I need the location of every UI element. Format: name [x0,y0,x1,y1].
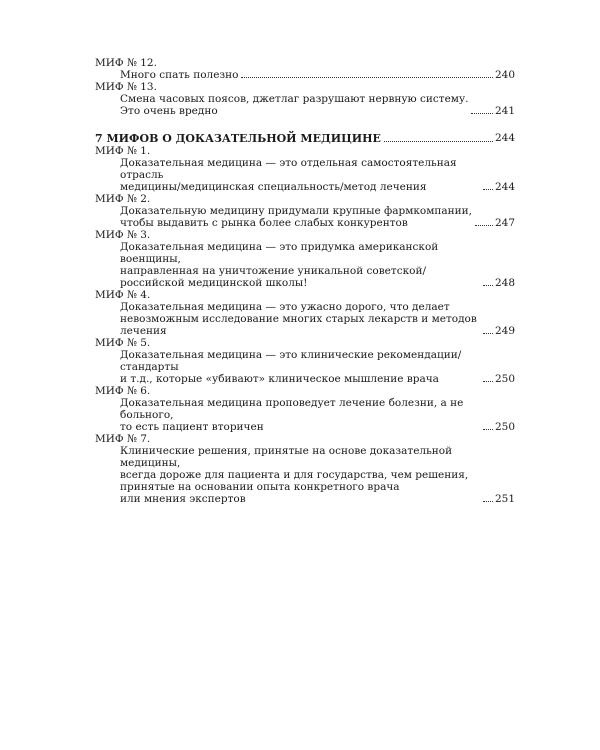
dot-leader [471,113,492,114]
page-number: 250 [494,421,515,433]
dot-leader [475,225,493,226]
page-number: 249 [494,325,515,337]
page-number: 244 [494,181,515,193]
toc-line [95,157,515,193]
entry-text: Доказательная медицина — это отдельная самостоятельная отрасль медицины/медицинская специальность/метод лечения [120,157,457,193]
myth-label: МИФ № 7. [95,433,151,445]
myth-label: МИФ № 13. [95,81,157,93]
toc-line [95,241,515,289]
dot-leader [241,77,492,78]
toc-line [95,93,515,117]
dot-leader [384,141,493,142]
entry-text: Доказательная медицина — это клинические рекомендации/стандарты и т.д., которые «убивают» клиническое мышление врача [120,349,462,385]
toc-entry [95,81,515,117]
entry-text: Клинические решения, принятые на основе доказательной медицины, всегда дороже для пациента и для государства, чем решения, принятые на основании опыта конкретного врача или мнения экспертов [120,445,469,505]
entry-text: Доказательная медицина — это придумка американской военщины, направленная на уничтожение уникальной советской/ российской медицинской школы! [120,241,439,289]
entry-text: Много спать полезно [120,69,239,81]
dot-leader [483,189,493,190]
page-number: 247 [494,217,515,229]
table-of-contents [95,57,515,505]
entry-text: Доказательную медицину придумали крупные фармкомпании, чтобы выдавить с рынка более слабых конкурентов [120,205,473,229]
dot-leader [483,333,493,334]
myth-label: МИФ № 3. [95,229,151,241]
toc-line [95,301,515,337]
toc-entry [95,145,515,193]
toc-entry [95,433,515,505]
dot-leader [483,285,493,286]
toc-line [95,397,515,433]
entry-text: Смена часовых поясов, джетлаг разрушают нервную систему. Это очень вредно [120,93,469,117]
dot-leader [483,501,493,502]
toc-entry [95,337,515,385]
chapter-heading [95,132,515,145]
myth-label: МИФ № 1. [95,145,151,157]
page-number: 248 [494,277,515,289]
toc-line [95,205,515,229]
toc-entry [95,193,515,229]
toc-entry [95,289,515,337]
page-number: 250 [494,373,515,385]
toc-entry [95,229,515,289]
myth-label: МИФ № 5. [95,337,151,349]
myth-label: МИФ № 12. [95,57,157,69]
dot-leader [483,429,493,430]
page-number: 251 [494,493,515,505]
myth-label: МИФ № 4. [95,289,151,301]
entry-text: Доказательная медицина проповедует лечение болезни, а не больного, то есть пациент вторичен [120,397,464,433]
toc-line [95,349,515,385]
entry-text: Доказательная медицина — это ужасно дорого, что делает невозможным исследование многих старых лекарств и методов лечения [120,301,477,337]
toc-line [95,69,515,81]
dot-leader [483,381,493,382]
page-number: 240 [494,69,515,81]
toc-entry [95,385,515,433]
toc-line [95,445,515,505]
myth-label: МИФ № 2. [95,193,151,205]
toc-entry [95,57,515,81]
page-number: 241 [494,105,515,117]
myth-label: МИФ № 6. [95,385,151,397]
page-number: 244 [494,132,515,144]
chapter-title: 7 МИФОВ О ДОКАЗАТЕЛЬНОЙ МЕДИЦИНЕ [95,132,381,145]
